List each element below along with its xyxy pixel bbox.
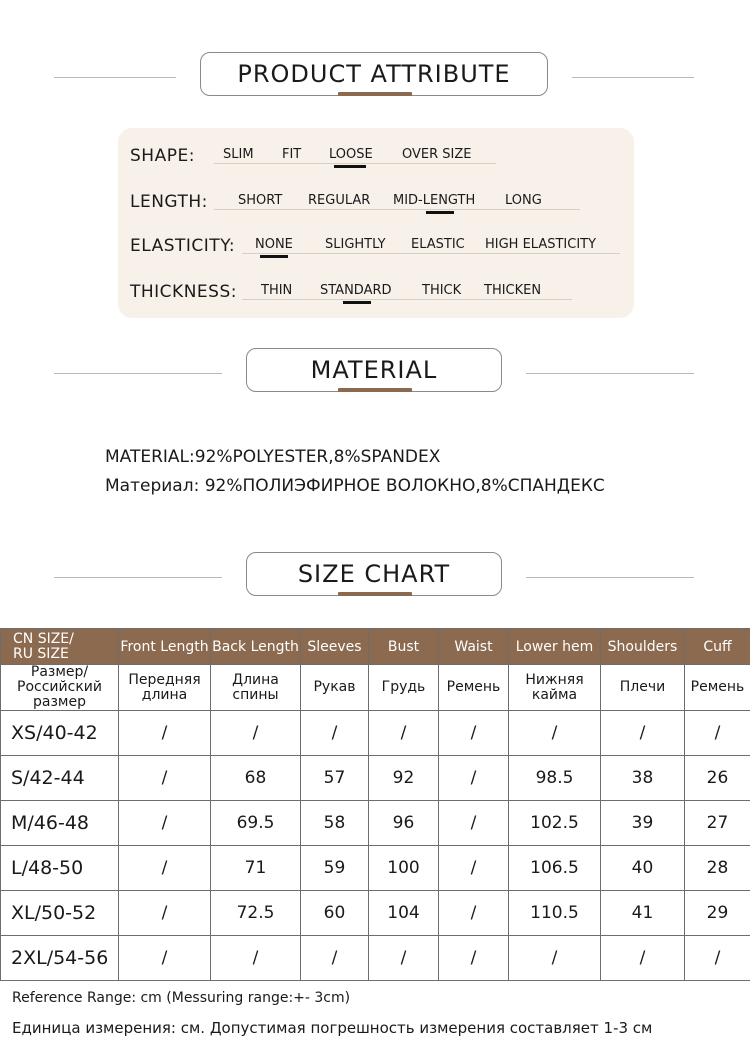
table-cell: 96	[369, 801, 439, 846]
size-table	[0, 628, 750, 981]
table-cell: /	[685, 936, 750, 981]
table-cell: 68	[211, 756, 301, 801]
column-header: Waist	[439, 629, 509, 665]
column-header: Bust	[369, 629, 439, 665]
table-cell: /	[211, 936, 301, 981]
table-cell: 102.5	[509, 801, 601, 846]
attr-option: SLIM	[223, 147, 254, 162]
column-header-ru: Размер/ Российский размер	[1, 665, 119, 711]
attr-option: OVER SIZE	[402, 147, 472, 162]
divider-right	[526, 577, 694, 578]
attr-row-shape	[118, 138, 634, 168]
table-cell: /	[439, 846, 509, 891]
table-cell: /	[119, 711, 211, 756]
table-row	[1, 936, 750, 981]
table-cell: /	[211, 711, 301, 756]
table-cell: /	[439, 801, 509, 846]
header-row-en	[1, 629, 750, 665]
table-cell: 59	[301, 846, 369, 891]
table-row	[1, 801, 750, 846]
table-cell: /	[439, 711, 509, 756]
table-cell: /	[119, 756, 211, 801]
attr-option: SHORT	[238, 193, 283, 208]
table-cell: /	[119, 801, 211, 846]
table-cell: 100	[369, 846, 439, 891]
attr-option-selected: LOOSE	[329, 147, 373, 162]
column-header-ru: Ремень	[685, 665, 750, 711]
table-cell: 98.5	[509, 756, 601, 801]
attr-row-elasticity	[118, 228, 634, 258]
attr-option: SLIGHTLY	[325, 237, 386, 252]
column-header-ru: Передняя длина	[119, 665, 211, 711]
table-cell: /	[119, 891, 211, 936]
table-row	[1, 756, 750, 801]
table-cell: 69.5	[211, 801, 301, 846]
product-attribute-header	[0, 52, 750, 102]
table-cell: 39	[601, 801, 685, 846]
size-cell: L/48-50	[1, 846, 119, 891]
table-row	[1, 891, 750, 936]
table-cell: 110.5	[509, 891, 601, 936]
size-cell: M/46-48	[1, 801, 119, 846]
table-cell: 58	[301, 801, 369, 846]
table-cell: 28	[685, 846, 750, 891]
table-cell: 71	[211, 846, 301, 891]
table-cell: /	[509, 711, 601, 756]
table-cell: /	[301, 936, 369, 981]
column-header: Cuff	[685, 629, 750, 665]
table-cell: 104	[369, 891, 439, 936]
size-cell: XS/40-42	[1, 711, 119, 756]
divider-left	[54, 373, 222, 374]
table-cell: 26	[685, 756, 750, 801]
column-header-ru: Плечи	[601, 665, 685, 711]
attr-option: ELASTIC	[411, 237, 465, 252]
attr-option: LONG	[505, 193, 542, 208]
attr-baseline	[214, 163, 496, 164]
attr-label: SHAPE:	[130, 146, 195, 166]
attr-baseline	[242, 253, 620, 254]
table-cell: /	[685, 711, 750, 756]
attr-option: THICK	[422, 283, 462, 298]
size-cell: XL/50-52	[1, 891, 119, 936]
attr-option: THICKEN	[484, 283, 542, 298]
column-header-ru: Грудь	[369, 665, 439, 711]
selected-marker	[260, 255, 288, 258]
attr-label: THICKNESS:	[130, 282, 237, 302]
attr-option: REGULAR	[308, 193, 371, 208]
divider-right	[526, 373, 694, 374]
column-header: Lower hem	[509, 629, 601, 665]
column-header-ru: Нижняя кайма	[509, 665, 601, 711]
table-cell: /	[601, 936, 685, 981]
attr-baseline	[214, 209, 580, 210]
accent-bar	[338, 592, 412, 596]
attr-option: FIT	[282, 147, 302, 162]
table-cell: /	[119, 936, 211, 981]
table-cell: /	[439, 891, 509, 936]
column-header: Front Length	[119, 629, 211, 665]
table-cell: 38	[601, 756, 685, 801]
material-ru: Материал: 92%ПОЛИЭФИРНОЕ ВОЛОКНО,8%СПАНДЕКС	[105, 476, 605, 496]
column-header: Sleeves	[301, 629, 369, 665]
material-header	[0, 348, 750, 398]
table-cell: 29	[685, 891, 750, 936]
table-cell: /	[439, 936, 509, 981]
material-en: MATERIAL:92%POLYESTER,8%SPANDEX	[105, 447, 441, 467]
table-row	[1, 711, 750, 756]
attribute-panel	[118, 128, 634, 318]
table-cell: /	[301, 711, 369, 756]
attr-baseline	[242, 299, 572, 300]
size-chart-header	[0, 552, 750, 602]
table-cell: 41	[601, 891, 685, 936]
table-cell: /	[369, 711, 439, 756]
attr-option: HIGH ELASTICITY	[485, 237, 597, 252]
size-cell: 2XL/54-56	[1, 936, 119, 981]
table-cell: 40	[601, 846, 685, 891]
selected-marker	[334, 165, 366, 168]
column-header: Back Length	[211, 629, 301, 665]
attr-option-selected: NONE	[255, 237, 293, 252]
table-cell: 106.5	[509, 846, 601, 891]
header-row-ru	[1, 665, 750, 711]
attr-row-thickness	[118, 274, 634, 304]
table-cell: /	[369, 936, 439, 981]
divider-right	[572, 77, 694, 78]
table-cell: 92	[369, 756, 439, 801]
column-header-ru: Рукав	[301, 665, 369, 711]
column-header-ru: Длина спины	[211, 665, 301, 711]
table-cell: 72.5	[211, 891, 301, 936]
section-title: SIZE CHART	[246, 552, 502, 596]
selected-marker	[426, 211, 454, 214]
attr-label: ELASTICITY:	[130, 236, 236, 256]
accent-bar	[338, 92, 412, 96]
table-cell: 57	[301, 756, 369, 801]
column-header-ru: Ремень	[439, 665, 509, 711]
footer-reference-ru: Единица измерения: см. Допустимая погрешность измерения составляет 1-3 см	[12, 1019, 653, 1037]
section-title: MATERIAL	[246, 348, 502, 392]
column-header: Shoulders	[601, 629, 685, 665]
table-cell: 27	[685, 801, 750, 846]
divider-left	[54, 577, 222, 578]
divider-left	[54, 77, 176, 78]
attr-option: THIN	[261, 283, 293, 298]
accent-bar	[338, 388, 412, 392]
table-cell: /	[439, 756, 509, 801]
footer-reference-en: Reference Range: cm (Messuring range:+- 3cm)	[12, 990, 351, 1006]
table-cell: 60	[301, 891, 369, 936]
size-column-header: CN SIZE/ RU SIZE	[1, 629, 119, 665]
attr-row-length	[118, 184, 634, 214]
table-cell: /	[601, 711, 685, 756]
attr-option-selected: STANDARD	[320, 283, 392, 298]
attr-label: LENGTH:	[130, 192, 208, 212]
table-cell: /	[509, 936, 601, 981]
attr-option-selected: MID-LENGTH	[393, 193, 476, 208]
size-cell: S/42-44	[1, 756, 119, 801]
table-cell: /	[119, 846, 211, 891]
table-row	[1, 846, 750, 891]
section-title: PRODUCT ATTRIBUTE	[200, 52, 548, 96]
selected-marker	[343, 301, 371, 304]
